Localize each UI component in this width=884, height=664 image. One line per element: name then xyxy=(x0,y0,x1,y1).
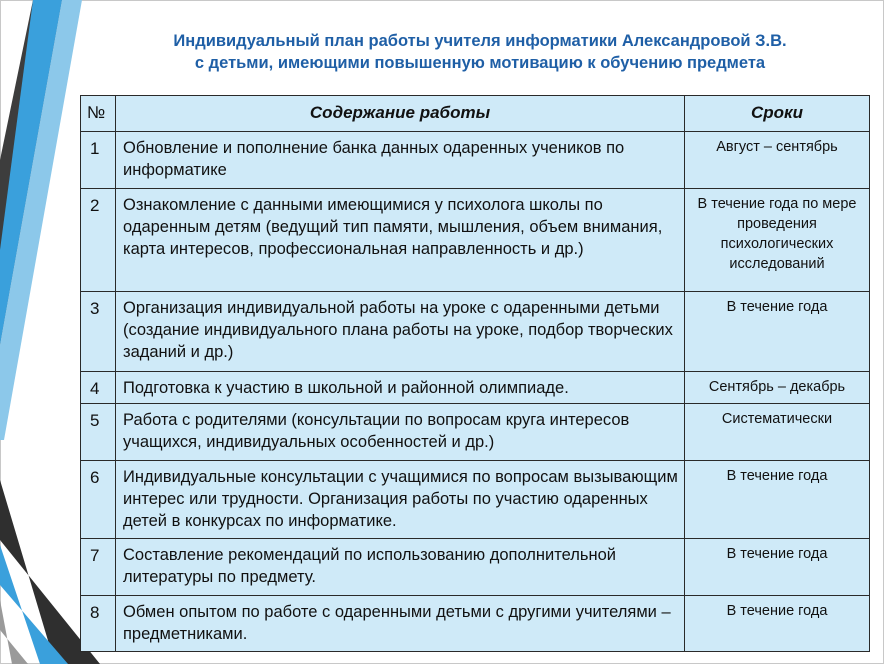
table-row xyxy=(81,189,870,292)
table-row xyxy=(81,461,870,539)
row-term: Систематически xyxy=(685,404,870,461)
row-num: 3 xyxy=(81,292,116,372)
row-term: В течение года xyxy=(685,539,870,596)
row-term: Август – сентябрь xyxy=(685,132,870,189)
row-num: 6 xyxy=(81,461,116,539)
table-row xyxy=(81,292,870,372)
row-num: 8 xyxy=(81,596,116,652)
row-content: Ознакомление с данными имеющимися у психолога школы по одаренным детям (ведущий тип памяти, мышления, объем внимания, карта интересов, профессиональная направленность и др.) xyxy=(116,189,685,292)
header-term: Сроки xyxy=(685,96,870,132)
row-num: 4 xyxy=(81,372,116,404)
row-content: Обмен опытом по работе с одаренными детьми с другими учителями – предметниками. xyxy=(116,596,685,652)
row-content: Обновление и пополнение банка данных одаренных учеников по информатике xyxy=(116,132,685,189)
header-num: № xyxy=(81,96,116,132)
row-content: Работа с родителями (консультации по вопросам круга интересов учащихся, индивидуальных особенностей и др.) xyxy=(116,404,685,461)
row-content: Составление рекомендаций по использованию дополнительной литературы по предмету. xyxy=(116,539,685,596)
table-row xyxy=(81,132,870,189)
stripe-grey-light xyxy=(0,600,28,664)
row-content: Организация индивидуальной работы на уроке с одаренными детьми (создание индивидуального плана работы на уроке, подбор творческих заданий и др.) xyxy=(116,292,685,372)
table-row xyxy=(81,372,870,404)
row-term: В течение года xyxy=(685,461,870,539)
row-term: В течение года xyxy=(685,292,870,372)
plan-table xyxy=(80,95,870,652)
row-term: В течение года по мере проведения психологических исследований xyxy=(685,189,870,292)
header-content: Содержание работы xyxy=(116,96,685,132)
row-num: 7 xyxy=(81,539,116,596)
row-term: Сентябрь – декабрь xyxy=(685,372,870,404)
row-term: В течение года xyxy=(685,596,870,652)
row-num: 1 xyxy=(81,132,116,189)
row-content: Подготовка к участию в школьной и районной олимпиаде. xyxy=(116,372,685,404)
page-title xyxy=(100,30,860,74)
table-row xyxy=(81,596,870,652)
title-line-2: с детьми, имеющими повышенную мотивацию к обучению предмета xyxy=(194,54,766,72)
table-row xyxy=(81,404,870,461)
row-num: 2 xyxy=(81,189,116,292)
row-content: Индивидуальные консультации с учащимися по вопросам вызывающим интерес или трудности. Организация работы по участию одаренных детей в конкурсах по информатике. xyxy=(116,461,685,539)
title-line-1: Индивидуальный план работы учителя информатики Александровой З.В. xyxy=(173,32,787,50)
table-header-row xyxy=(81,96,870,132)
row-num: 5 xyxy=(81,404,116,461)
table-row xyxy=(81,539,870,596)
